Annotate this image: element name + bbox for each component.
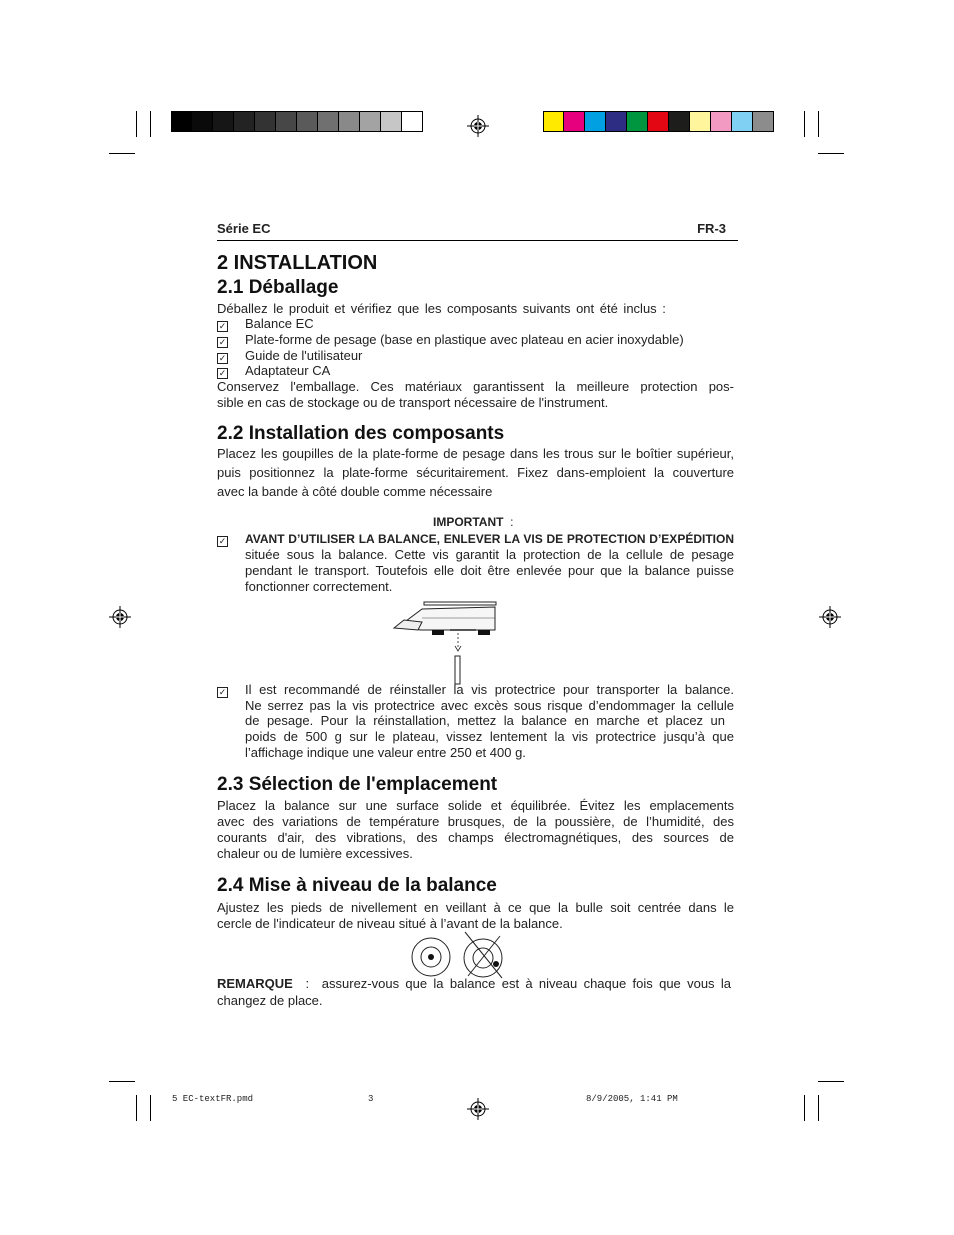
checkbox-checked-icon: ✓ (218, 321, 227, 331)
warning-line: fonctionner correctement. (245, 579, 393, 594)
level-bubble-centered-icon (410, 936, 452, 978)
registration-mark-icon (109, 606, 131, 628)
color-swatch (627, 111, 648, 132)
reinstall-line: Il est recommandé de réinstaller la vis protectrice pour transporter la balance. (245, 682, 734, 697)
registration-mark-icon (467, 115, 489, 137)
warning-line: pendant le transport. Toutefois elle doit être enlevée pour que la balance puisse (245, 563, 734, 578)
location-line: Placez la balance sur une surface solide et équilibrée. Évitez les emplacements (217, 798, 734, 813)
color-swatch (192, 111, 213, 132)
color-swatch (648, 111, 669, 132)
color-swatch (360, 111, 381, 132)
crop-mark (818, 1095, 819, 1121)
crop-mark (818, 153, 844, 154)
crop-mark (150, 111, 151, 137)
color-swatch (585, 111, 606, 132)
remark-line: changez de place. (217, 993, 323, 1008)
checkbox-checked-icon: ✓ (218, 337, 227, 347)
components-line: avec la bande à côté double comme nécessaire (217, 484, 493, 499)
location-line: chaleur ou de lumière excessives. (217, 846, 413, 861)
color-swatch (339, 111, 360, 132)
leveling-line: Ajustez les pieds de nivellement en veillant à ce que la bulle soit centrée dans le (217, 900, 734, 915)
balance-illustration (392, 598, 502, 686)
components-line: Placez les goupilles de la plate-forme de pesage dans les trous sur le boîtier supérieur, (217, 446, 734, 461)
footer-datetime: 8/9/2005, 1:41 PM (586, 1094, 678, 1104)
important-label: IMPORTANT : (433, 515, 514, 529)
unpack-intro: Déballez le produit et vérifiez que les composants suivants ont été inclus : (217, 301, 666, 316)
crop-mark (818, 1081, 844, 1082)
packaging-note-line: sible en cas de stockage ou de transport nécessaire de l'instrument. (217, 395, 609, 410)
list-item: ✓ Adaptateur CA (218, 363, 331, 378)
reinstall-line: poids de 500 g sur le plateau, vissez lentement la vis protectrice jusqu’à que (245, 729, 734, 744)
crop-mark (818, 111, 819, 137)
section-heading-2-1: 2.1 Déballage (217, 277, 339, 298)
series-label: Série EC (217, 221, 271, 236)
section-heading-2-2: 2.2 Installation des composants (217, 423, 505, 444)
color-calibration-bar (543, 111, 774, 132)
crop-mark (109, 153, 135, 154)
crop-mark (150, 1095, 151, 1121)
color-swatch (402, 111, 423, 132)
crop-mark (136, 111, 137, 137)
crop-mark (136, 1095, 137, 1121)
color-swatch (732, 111, 753, 132)
color-swatch (234, 111, 255, 132)
running-header (217, 220, 738, 241)
reinstall-line: l’affichage indique une valeur entre 250 et 400 g. (245, 745, 526, 760)
color-swatch (255, 111, 276, 132)
reinstall-line: de pesage. Pour la réinstallation, mettez la balance en marche et placez un (245, 713, 725, 728)
list-item: ✓ Guide de l'utilisateur (218, 348, 363, 363)
color-swatch (606, 111, 627, 132)
crop-mark (804, 111, 805, 137)
color-swatch (690, 111, 711, 132)
checkbox-checked-icon: ✓ (218, 368, 227, 378)
color-swatch (213, 111, 234, 132)
color-swatch (711, 111, 732, 132)
page-label: FR-3 (697, 221, 726, 236)
color-swatch (318, 111, 339, 132)
checkbox-checked-icon: ✓ (218, 536, 227, 546)
color-swatch (171, 111, 192, 132)
registration-mark-icon (819, 606, 841, 628)
footer-page-number: 3 (368, 1094, 374, 1104)
color-swatch (753, 111, 774, 132)
grayscale-calibration-bar (171, 111, 423, 132)
checkbox-checked-icon: ✓ (218, 353, 227, 363)
level-bubble-off-center-icon (460, 930, 506, 982)
color-swatch (276, 111, 297, 132)
location-line: avec des variations de température brusques, de la poussière, de l’humidité, des (217, 814, 734, 829)
color-swatch (381, 111, 402, 132)
location-line: courants d'air, des vibrations, des champs électromagnétiques, des sources de (217, 830, 734, 845)
color-swatch (564, 111, 585, 132)
warning-heading: AVANT D’UTILISER LA BALANCE, ENLEVER LA VIS DE PROTECTION D’EXPÉDITION (245, 532, 734, 546)
leveling-line: cercle de l'indicateur de niveau situé à l’avant de la balance. (217, 916, 563, 931)
crop-mark (109, 1081, 135, 1082)
warning-line: située sous la balance. Cette vis garantit la protection de la cellule de pesage (245, 547, 734, 562)
color-swatch (543, 111, 564, 132)
chapter-title: 2 INSTALLATION (217, 252, 378, 274)
section-heading-2-3: 2.3 Sélection de l'emplacement (217, 774, 498, 795)
remark-line: REMARQUE : assurez-vous que la balance est à niveau chaque fois que vous la (217, 976, 731, 991)
crop-mark (804, 1095, 805, 1121)
section-heading-2-4: 2.4 Mise à niveau de la balance (217, 875, 497, 896)
footer-filename: 5 EC-textFR.pmd (172, 1094, 254, 1104)
components-line: puis positionnez la plate-forme sécuritairement. Fixez dans-emploient la couverture (217, 465, 734, 480)
checkbox-checked-icon: ✓ (218, 687, 227, 697)
color-swatch (297, 111, 318, 132)
reinstall-line: Ne serrez pas la vis protectrice avec excès sous risque d’endommager la cellule (245, 698, 734, 713)
packaging-note-line: Conservez l'emballage. Ces matériaux garantissent la meilleure protection pos- (217, 379, 734, 394)
list-item: ✓ Plate-forme de pesage (base en plastique avec plateau en acier inoxydable) (218, 332, 684, 347)
color-swatch (669, 111, 690, 132)
list-item: ✓ Balance EC (218, 316, 314, 331)
registration-mark-icon (467, 1098, 489, 1120)
